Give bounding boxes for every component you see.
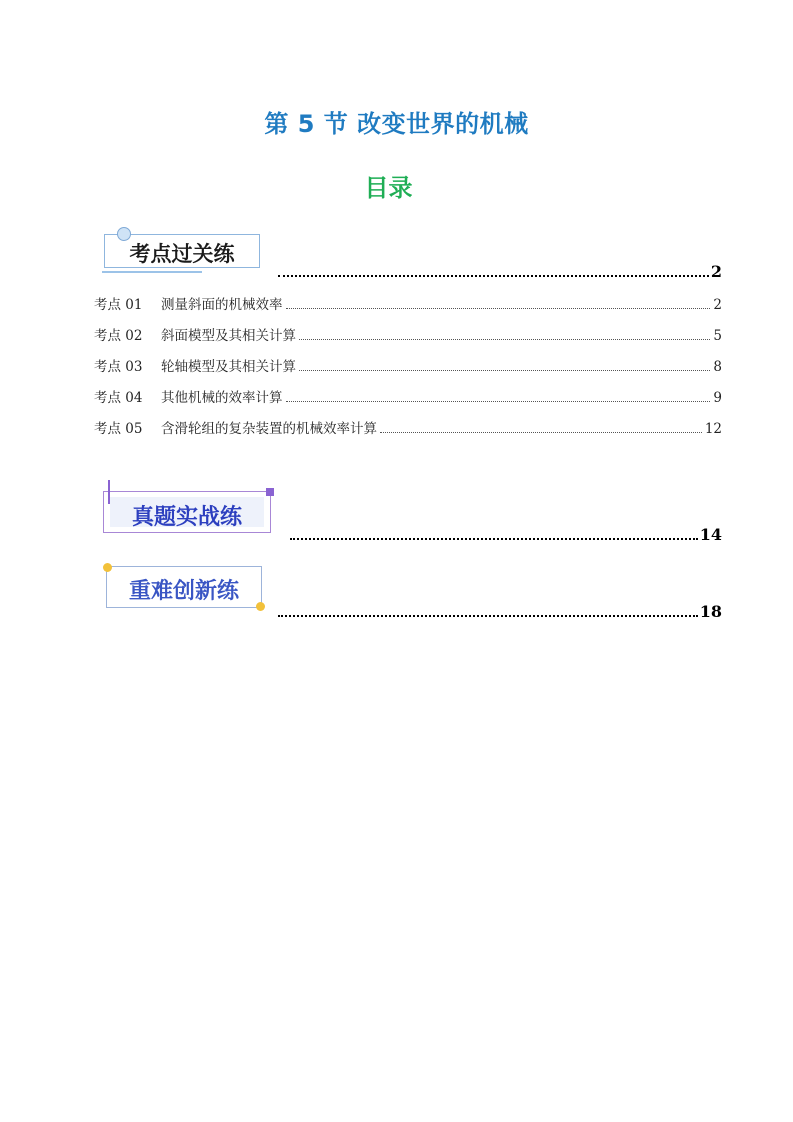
section-leader-2[interactable] <box>290 525 722 544</box>
leader-dots <box>290 538 698 540</box>
toc-entry-code: 考点 05 <box>94 421 143 437</box>
leader-dots <box>286 308 711 309</box>
toc-entry-title: 斜面模型及其相关计算 <box>161 328 296 344</box>
section-badge-label: 真题实战练 <box>131 505 242 530</box>
leader-dots <box>278 615 698 617</box>
section-leader-3[interactable] <box>278 602 722 621</box>
leader-dots <box>299 339 710 340</box>
leader-dots <box>278 275 709 277</box>
toc-entry[interactable] <box>94 417 722 437</box>
leader-dots <box>380 432 702 433</box>
section-badge-zhenti <box>103 491 271 533</box>
toc-entry-page: 2 <box>713 297 722 313</box>
toc-entry[interactable] <box>94 293 722 313</box>
toc-entry-page: 9 <box>713 390 722 406</box>
section-page-number: 2 <box>710 262 722 281</box>
section-leader-1[interactable] <box>278 262 722 281</box>
toc-entry-title: 轮轴模型及其相关计算 <box>161 359 296 375</box>
toc-entry[interactable] <box>94 324 722 344</box>
section-page-number: 18 <box>699 602 722 621</box>
section-badge-zhongnan <box>106 566 262 608</box>
toc-heading: 目录 <box>364 174 413 202</box>
toc-entry-page: 5 <box>713 328 722 344</box>
badge-corner-dot-icon <box>103 563 112 572</box>
leader-dots <box>299 370 710 371</box>
badge-corner-square-icon <box>266 488 274 496</box>
toc-entry-code: 考点 03 <box>94 359 143 375</box>
toc-entry-title: 其他机械的效率计算 <box>161 390 283 406</box>
page-title: 第 5 节 改变世界的机械 <box>264 110 529 138</box>
toc-entry[interactable] <box>94 355 722 375</box>
badge-underline <box>102 271 202 273</box>
section-badge-label: 考点过关练 <box>129 242 235 266</box>
toc-entry-title: 测量斜面的机械效率 <box>161 297 283 313</box>
toc-entry-code: 考点 01 <box>94 297 143 313</box>
toc-entry-title: 含滑轮组的复杂装置的机械效率计算 <box>161 421 377 437</box>
toc-entry-code: 考点 04 <box>94 390 143 406</box>
toc-entry-page: 8 <box>713 359 722 375</box>
section-badge-label: 重难创新练 <box>128 579 239 604</box>
section-badge-kaodian <box>104 234 260 268</box>
toc-entry-code: 考点 02 <box>94 328 143 344</box>
toc-entry[interactable] <box>94 386 722 406</box>
toc-entry-page: 12 <box>704 421 722 437</box>
leader-dots <box>286 401 711 402</box>
section-page-number: 14 <box>699 525 722 544</box>
